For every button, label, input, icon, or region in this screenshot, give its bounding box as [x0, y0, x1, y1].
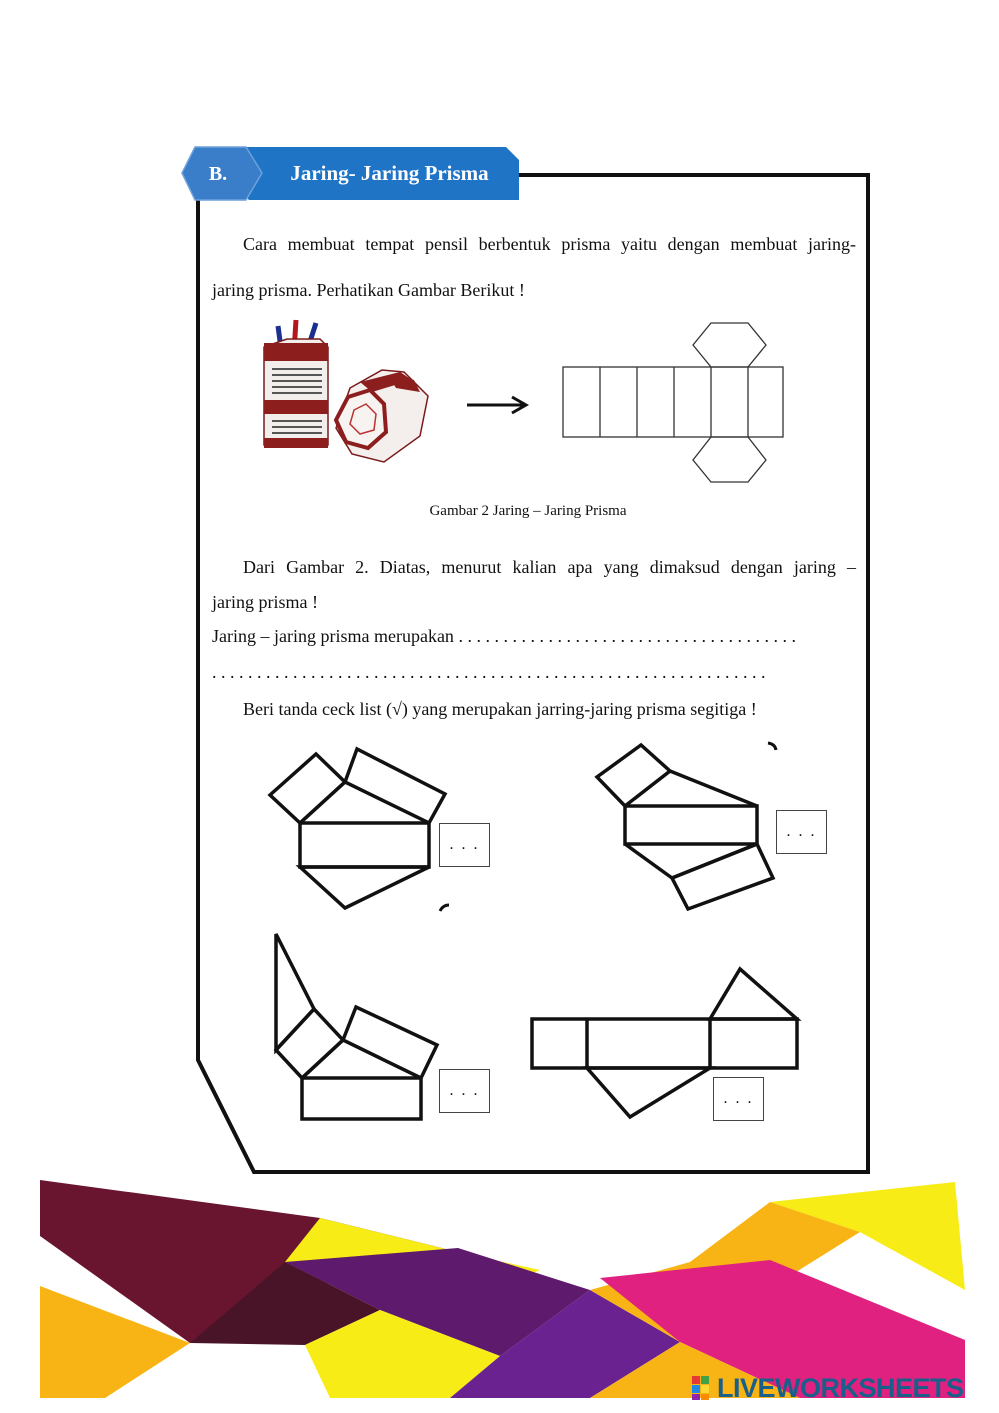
question2-prompt: Beri tanda ceck list (√) yang merupakan jarring-jaring prisma segitiga !	[243, 699, 757, 719]
section-title: Jaring- Jaring Prisma	[290, 161, 489, 185]
hexagonal-prism-net	[563, 323, 783, 482]
net-option-3	[276, 934, 437, 1119]
decorative-ribbons	[40, 1180, 965, 1398]
figure-caption: Gambar 2 Jaring – Jaring Prisma	[429, 503, 627, 519]
pencil-holder-image	[264, 320, 428, 462]
question1-line-1: Dari Gambar 2. Diatas, menurut kalian apa yang dimaksud dengan jaring –	[243, 557, 856, 577]
question1-line-2: jaring prisma !	[212, 592, 318, 612]
answer-box-2[interactable]: . . .	[776, 810, 827, 854]
net-option-2	[597, 745, 773, 909]
answer-box-1[interactable]: . . .	[439, 823, 490, 867]
intro-line-2: jaring prisma. Perhatikan Gambar Berikut !	[212, 280, 525, 300]
answer-line-2[interactable]: . . . . . . . . . . . . . . . . . . . . . . . . . . . . . . . . . . . . . . . . . . . . . . . . . . . . . . . . . . . . . .	[212, 662, 766, 682]
answer-line-1[interactable]	[212, 626, 856, 646]
answer-box-4[interactable]: . . .	[713, 1077, 764, 1121]
answer-prefix: Jaring – jaring prisma merupakan	[212, 626, 454, 646]
net-option-1	[270, 749, 445, 908]
answer-dots-1: . . . . . . . . . . . . . . . . . . . . . . . . . . . . . . . . . . . . . .	[458, 626, 796, 646]
intro-line-1: Cara membuat tempat pensil berbentuk prisma yaitu dengan membuat jaring-	[243, 234, 856, 254]
stray-mark	[440, 905, 449, 911]
section-letter: B.	[208, 163, 228, 185]
answer-box-3[interactable]: . . .	[439, 1069, 490, 1113]
arrow-icon	[467, 397, 526, 413]
liveworksheets-logo-text: LIVEWORKSHEETS	[717, 1373, 964, 1403]
stray-mark	[768, 743, 776, 750]
